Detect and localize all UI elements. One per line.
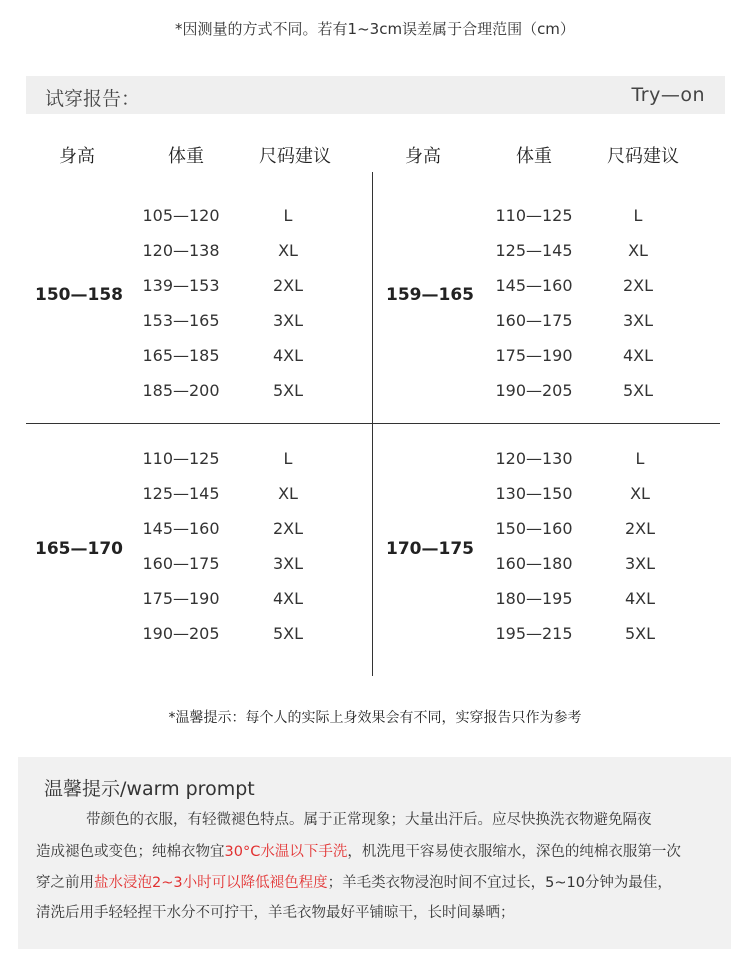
fit-disclaimer: *温馨提示：每个人的实际上身效果会有不同，实穿报告只作为参考 — [168, 710, 582, 726]
col-head-height-right: 身高 — [405, 146, 441, 167]
care-text-line-3 — [36, 871, 672, 892]
warm-prompt-title — [44, 774, 255, 801]
weight-cell: 190—205 — [495, 381, 573, 400]
col-head-height-left: 身高 — [59, 146, 95, 167]
height-range: 159—165 — [386, 285, 474, 305]
weight-cell: 175—190 — [142, 589, 220, 608]
size-cell: L — [283, 206, 293, 225]
measurement-note: *因测量的方式不同。若有1~3cm误差属于合理范围（cm） — [175, 20, 575, 38]
care-text-segment: ；羊毛类衣物浸泡时间不宜过长，5~10分钟为最佳， — [327, 875, 672, 891]
size-cell: XL — [278, 484, 298, 503]
weight-cell: 160—175 — [142, 554, 220, 573]
care-text-segment: ，机洗甩干容易使衣服缩水，深色的纯棉衣服第一次 — [347, 844, 681, 860]
care-text-line-1: 带颜色的衣服，有轻微褪色特点。属于正常现象；大量出汗后。应尽快换洗衣物避免隔夜 — [86, 812, 652, 828]
weight-cell: 110—125 — [142, 449, 220, 468]
col-head-size-right: 尺码建议 — [607, 146, 679, 167]
size-cell: XL — [628, 241, 648, 260]
weight-cell: 180—195 — [495, 589, 573, 608]
care-text-line-2 — [36, 840, 681, 861]
weight-cell: 145—160 — [142, 519, 220, 538]
weight-cell: 165—185 — [142, 346, 220, 365]
size-cell: L — [633, 206, 643, 225]
height-range: 165—170 — [35, 539, 123, 559]
size-cell: 5XL — [272, 381, 304, 400]
weight-cell: 145—160 — [495, 276, 573, 295]
weight-cell: 195—215 — [495, 624, 573, 643]
size-cell: 3XL — [624, 554, 656, 573]
col-head-weight-left: 体重 — [168, 146, 204, 167]
size-cell: 5XL — [622, 381, 654, 400]
weight-cell: 110—125 — [495, 206, 573, 225]
size-cell: XL — [630, 484, 650, 503]
size-cell: 4XL — [622, 346, 654, 365]
warm-prompt-title-en: /warm prompt — [120, 778, 255, 800]
weight-cell: 130—150 — [495, 484, 573, 503]
weight-cell: 153—165 — [142, 311, 220, 330]
weight-cell: 190—205 — [142, 624, 220, 643]
size-cell: L — [635, 449, 645, 468]
weight-cell: 120—138 — [142, 241, 220, 260]
weight-cell: 105—120 — [142, 206, 220, 225]
care-text-highlight: 盐水浸泡2~3小时可以降低褪色程度 — [94, 875, 328, 891]
col-head-size-left: 尺码建议 — [259, 146, 331, 167]
col-head-weight-right: 体重 — [516, 146, 552, 167]
size-cell: 4XL — [624, 589, 656, 608]
report-title-en: Try—on — [631, 84, 705, 106]
care-text-segment: 造成褪色或变色；纯棉衣物宜 — [36, 844, 225, 860]
table-horizontal-divider — [26, 423, 720, 424]
weight-cell: 175—190 — [495, 346, 573, 365]
size-cell: 4XL — [272, 589, 304, 608]
care-text-highlight: 30°C水温以下手洗 — [224, 844, 348, 860]
report-title: 试穿报告： — [45, 88, 141, 110]
warm-prompt-title-cn: 温馨提示 — [44, 778, 121, 800]
size-cell: 5XL — [624, 624, 656, 643]
care-text-segment: 穿之前用 — [36, 875, 94, 891]
weight-cell: 120—130 — [495, 449, 573, 468]
size-cell: 2XL — [622, 276, 654, 295]
table-vertical-divider — [372, 172, 373, 676]
size-cell: XL — [278, 241, 298, 260]
weight-cell: 125—145 — [495, 241, 573, 260]
weight-cell: 160—175 — [495, 311, 573, 330]
weight-cell: 125—145 — [142, 484, 220, 503]
height-range: 150—158 — [35, 285, 123, 305]
size-cell: 3XL — [622, 311, 654, 330]
weight-cell: 185—200 — [142, 381, 220, 400]
size-cell: L — [283, 449, 293, 468]
weight-cell: 150—160 — [495, 519, 573, 538]
height-range: 170—175 — [386, 539, 474, 559]
size-cell: 4XL — [272, 346, 304, 365]
size-cell: 2XL — [272, 519, 304, 538]
size-cell: 2XL — [624, 519, 656, 538]
weight-cell: 160—180 — [495, 554, 573, 573]
size-cell: 3XL — [272, 554, 304, 573]
size-cell: 3XL — [272, 311, 304, 330]
care-text-line-4: 清洗后用手轻轻捏干水分不可拧干，羊毛衣物最好平铺晾干，长时间暴晒； — [36, 905, 515, 921]
size-cell: 5XL — [272, 624, 304, 643]
weight-cell: 139—153 — [142, 276, 220, 295]
size-cell: 2XL — [272, 276, 304, 295]
